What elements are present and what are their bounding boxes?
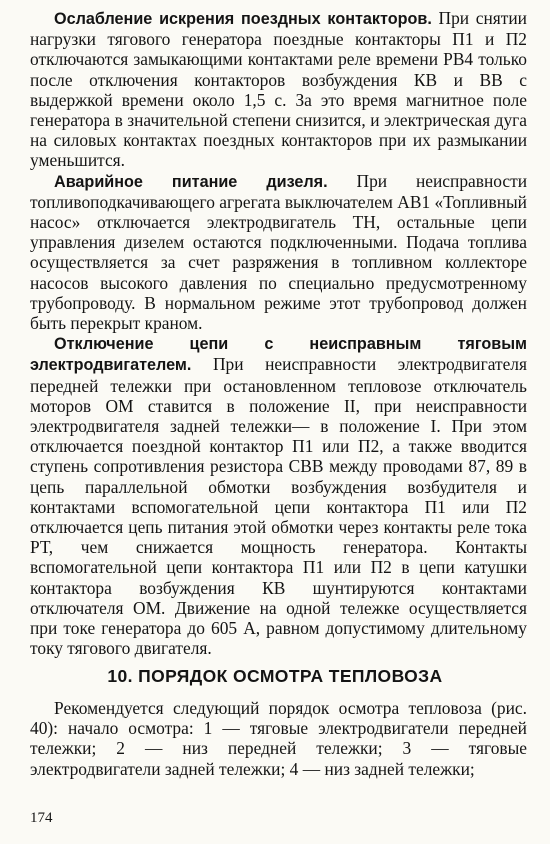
paragraph-text: При неисправности топливоподкачивающего агрегата выключателем АВ1 «Топливный насос» отключается электродвигатель ТН, остальные цепи управления дизелем остаются подключенными. Подача топлива осуществляется за счет разряжения в топливном коллекторе насосов высокого давления по специально предусмотренному трубопроводу. В нормальном режиме этот трубопровод должен быть перекрыт краном. [30,170,527,334]
paragraph-title: Ослабление искрения поездных контакторов. [54,10,432,28]
paragraph-emergency-fuel [30,171,527,334]
section-heading: 10. ПОРЯДОК ОСМОТРА ТЕПЛОВОЗА [107,666,443,686]
paragraph-spark-reduction [30,8,527,171]
paragraph-text: При неисправности электродвигателя передней тележки при остановленном тепловозе отключатель моторов ОМ ставится в положение II, при неисправности электродвигателя задней тележки— в положение I. При этом отключается поездной контактор П1 или П2, а также вводится ступень сопротивления резистора СВВ между проводами 87, 89 в цепь параллельной обмотки возбуждения возбудителя и контактами вспомогательной цепи контактора П1 или П2 отключается цепь питания этой обмотки через контакты реле тока РТ, чем снижается мощность генератора. Контакты вспомогательной цепи контактора П1 или П2 в цепи катушки контактора возбуждения КВ шунтируются контактами отключателя ОМ. Движение на одной тележке осуществляется при токе генератора до 605 А, равном допустимому длительному току тягового двигателя. [30,354,527,659]
body-text [30,8,527,659]
paragraph-motor-disconnect [30,333,527,658]
paragraph-title: Аварийное питание дизеля. [54,172,328,191]
section-body [30,698,527,779]
paragraph-title: Отключение цепи с неисправным тяговым электродвигателем. [30,335,527,375]
paragraph-text: При снятии нагрузки тягового генератора поездные контакторы П1 и П2 отключаются замыкающими контактами реле времени РВ4 только после отключения контакторов возбуждения КВ и ВВ с выдержкой времени около 1,5 с. За это время магнитное поле генератора в значительной степени снизится, и электрическая дуга на силовых контактах поездных контакторов при их размыкании уменьшится. [30,8,527,171]
page-number: 174 [30,810,53,826]
section-paragraph: Рекомендуется следующий порядок осмотра тепловоза (рис. 40): начало осмотра: 1 — тяговые электродвигатели передней тележки; 2 — низ передней тележки; 3 — тяговые электродвигатели задней тележки; 4 — низ задней тележки; [30,698,527,779]
